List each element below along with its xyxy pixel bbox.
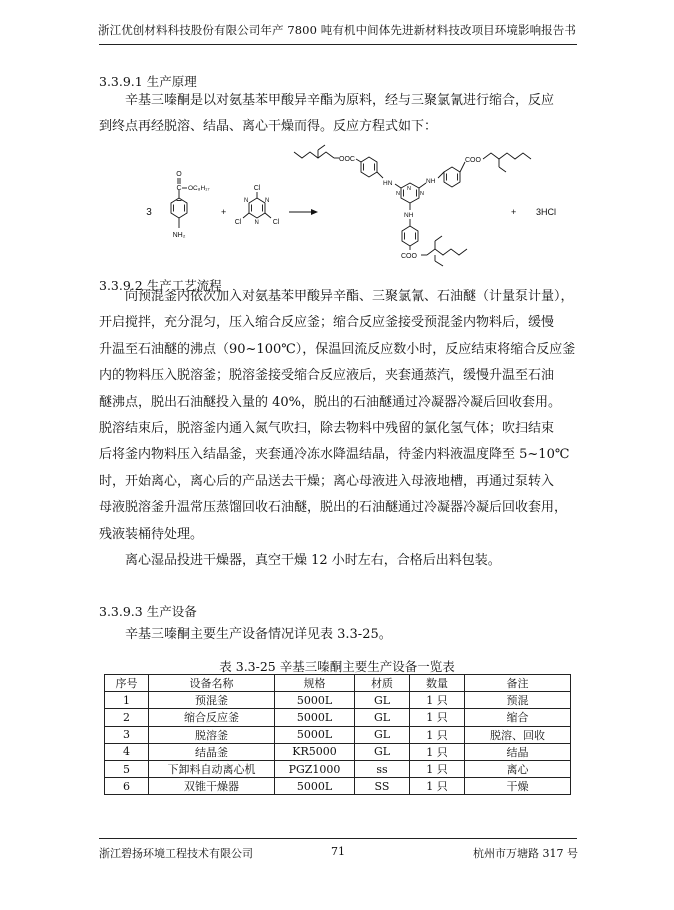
product-coo-label: COO <box>401 253 417 260</box>
table-cell: GL <box>355 709 410 726</box>
table-cell: 1 只 <box>410 760 465 777</box>
table-row <box>105 726 571 743</box>
table-cell: 1 只 <box>410 709 465 726</box>
header-rule <box>99 44 577 45</box>
triazine-n-label: N <box>244 198 249 204</box>
column-header: 设备名称 <box>149 675 275 692</box>
table-cell: 5000L <box>275 726 355 743</box>
table-header-row <box>105 675 571 692</box>
table-cell: 5000L <box>275 692 355 709</box>
product-coo-label: COO <box>465 157 481 164</box>
table-row <box>105 760 571 777</box>
reactant-cyanuric-chloride-structure <box>235 185 280 226</box>
table-row <box>105 692 571 709</box>
table-cell: 1 <box>105 692 149 709</box>
page-header-title: 浙江优创材料科技股份有限公司年产 7800 吨有机中间体先进新材料技改项目环境影响报告书 <box>98 23 576 37</box>
triazine-n-label: N <box>407 186 411 192</box>
equipment-intro <box>99 622 581 648</box>
table-cell: GL <box>355 692 410 709</box>
product-octyl-triazone-structure <box>294 145 531 266</box>
equipment-table <box>104 674 571 795</box>
page-number: 71 <box>331 845 345 858</box>
column-header: 序号 <box>105 675 149 692</box>
table-cell: 2 <box>105 709 149 726</box>
triazine-n-label: N <box>396 191 400 197</box>
table-cell: 1 只 <box>410 692 465 709</box>
table-cell: 5 <box>105 760 149 777</box>
column-header: 备注 <box>465 675 571 692</box>
process-line: 母液脱溶釜升温常压蒸馏回收石油醚，脱出的石油醚通过冷凝器冷凝后回收套用， <box>99 500 568 516</box>
table-cell: 6 <box>105 778 149 795</box>
triazine-n-label: N <box>265 198 270 204</box>
table-cell: PGZ1000 <box>275 760 355 777</box>
chlorine-label: Cl <box>253 185 261 192</box>
table-cell: 缩合 <box>465 709 571 726</box>
table-cell: 5000L <box>275 709 355 726</box>
process-line: 醚沸点，脱出石油醚投入量的 40%，脱出的石油醚通过冷凝器冷凝后回收套用。 <box>99 394 562 410</box>
table-cell: 缩合反应釜 <box>149 709 275 726</box>
footer-rule <box>99 838 577 839</box>
table-cell: 4 <box>105 743 149 760</box>
column-header: 数量 <box>410 675 465 692</box>
process-line: 时，开始离心，离心后的产品送去干燥；离心母液进入母液地槽，再通过泵转入 <box>99 473 555 489</box>
table-cell: 脱溶、回收 <box>465 726 571 743</box>
table-cell: 预混 <box>465 692 571 709</box>
reaction-equation-diagram <box>99 140 581 268</box>
plus-sign: + <box>511 207 517 217</box>
table-row <box>105 778 571 795</box>
principle-line: 到终点再经脱溶、结晶、离心干燥而得。反应方程式如下： <box>99 119 438 134</box>
table-cell: SS <box>355 778 410 795</box>
process-line: 向预混釜内依次加入对氨基苯甲酸异辛酯、三聚氯氰、石油醚（计量泵计量）， <box>125 289 574 304</box>
column-header: 材质 <box>355 675 410 692</box>
principle-paragraph <box>99 88 581 140</box>
table-row <box>105 709 571 726</box>
equipment-intro-text: 辛基三嗪酮主要生产设备情况详见表 3.3-25。 <box>125 627 392 642</box>
hn-label: HN <box>383 180 393 187</box>
table-cell: 1 只 <box>410 726 465 743</box>
nh-label: NH <box>426 178 436 185</box>
process-line: 后将釜内物料压入结晶釜，夹套通冷冻水降温结晶，待釜内料液温度降至 5~10℃ <box>99 447 570 463</box>
table-cell: KR5000 <box>275 743 355 760</box>
table-cell: 1 只 <box>410 743 465 760</box>
table-cell: 1 只 <box>410 778 465 795</box>
table-cell: 3 <box>105 726 149 743</box>
drying-paragraph: 离心湿品投进干燥器，真空干燥 12 小时左右，合格后出料包装。 <box>125 553 501 569</box>
process-line: 内的物料压入脱溶釜；脱溶釜接受缩合反应液后，夹套通蒸汽，缓慢升温至石油 <box>99 368 555 384</box>
principle-line: 辛基三嗪酮是以对氨基苯甲酸异辛酯为原料，经与三聚氯氰进行缩合，反应 <box>125 93 555 108</box>
nh-label: NH <box>404 212 414 219</box>
reaction-arrow <box>289 209 318 215</box>
triazine-n-label: N <box>254 220 259 226</box>
table-cell: ss <box>355 760 410 777</box>
process-line: 开启搅拌，充分混匀，压入缩合反应釜；缩合反应釜接受预混釜内物料后，缓慢 <box>99 315 555 331</box>
section-heading-principle: 3.3.9.1 生产原理 <box>99 74 197 89</box>
process-line: 脱溶结束后，脱溶釜内通入氮气吹扫，除去物料中残留的氯化氢气体；吹扫结束 <box>99 421 555 437</box>
process-line: 升温至石油醚的沸点（90~100℃），保温回流反应数小时，反应结束将缩合反应釜 <box>99 341 576 357</box>
product-ester-label: OOC <box>339 156 355 163</box>
plus-sign: + <box>221 207 227 217</box>
table-row <box>105 743 571 760</box>
section-heading-process: 3.3.9.2 生产工艺流程 <box>99 278 222 293</box>
table-cell: 结晶釜 <box>149 743 275 760</box>
table-cell: 下卸料自动离心机 <box>149 760 275 777</box>
chlorine-label: Cl <box>234 219 242 226</box>
table-cell: 干燥 <box>465 778 571 795</box>
table-cell: 双锥干燥器 <box>149 778 275 795</box>
reactant-coefficient: 3 <box>146 207 152 218</box>
footer-company: 浙江碧扬环境工程技术有限公司 <box>99 847 253 860</box>
table-cell: GL <box>355 743 410 760</box>
table-cell: GL <box>355 726 410 743</box>
byproduct-hcl: 3HCl <box>536 207 557 217</box>
table-caption: 表 3.3-25 辛基三嗪酮主要生产设备一览表 <box>219 659 455 674</box>
table-cell: 5000L <box>275 778 355 795</box>
table-cell: 离心 <box>465 760 571 777</box>
section-heading-equipment: 3.3.9.3 生产设备 <box>99 604 197 619</box>
table-cell: 脱溶釜 <box>149 726 275 743</box>
column-header: 规格 <box>275 675 355 692</box>
footer-address: 杭州市万塘路 317 号 <box>473 847 578 860</box>
chlorine-label: Cl <box>272 219 280 226</box>
table-cell: 结晶 <box>465 743 571 760</box>
process-paragraph <box>99 284 581 574</box>
amine-group-label: NH₂ <box>172 232 186 239</box>
process-line: 残液装桶待处理。 <box>99 526 204 542</box>
ester-group-label: OC₈H₁₇ <box>188 185 210 192</box>
carbonyl-carbon-label: C <box>176 185 182 192</box>
triazine-n-label: N <box>420 191 424 197</box>
table-cell: 预混釜 <box>149 692 275 709</box>
reactant-aminobenzoate-structure <box>146 171 209 239</box>
carbonyl-oxygen-label: O <box>176 171 182 178</box>
